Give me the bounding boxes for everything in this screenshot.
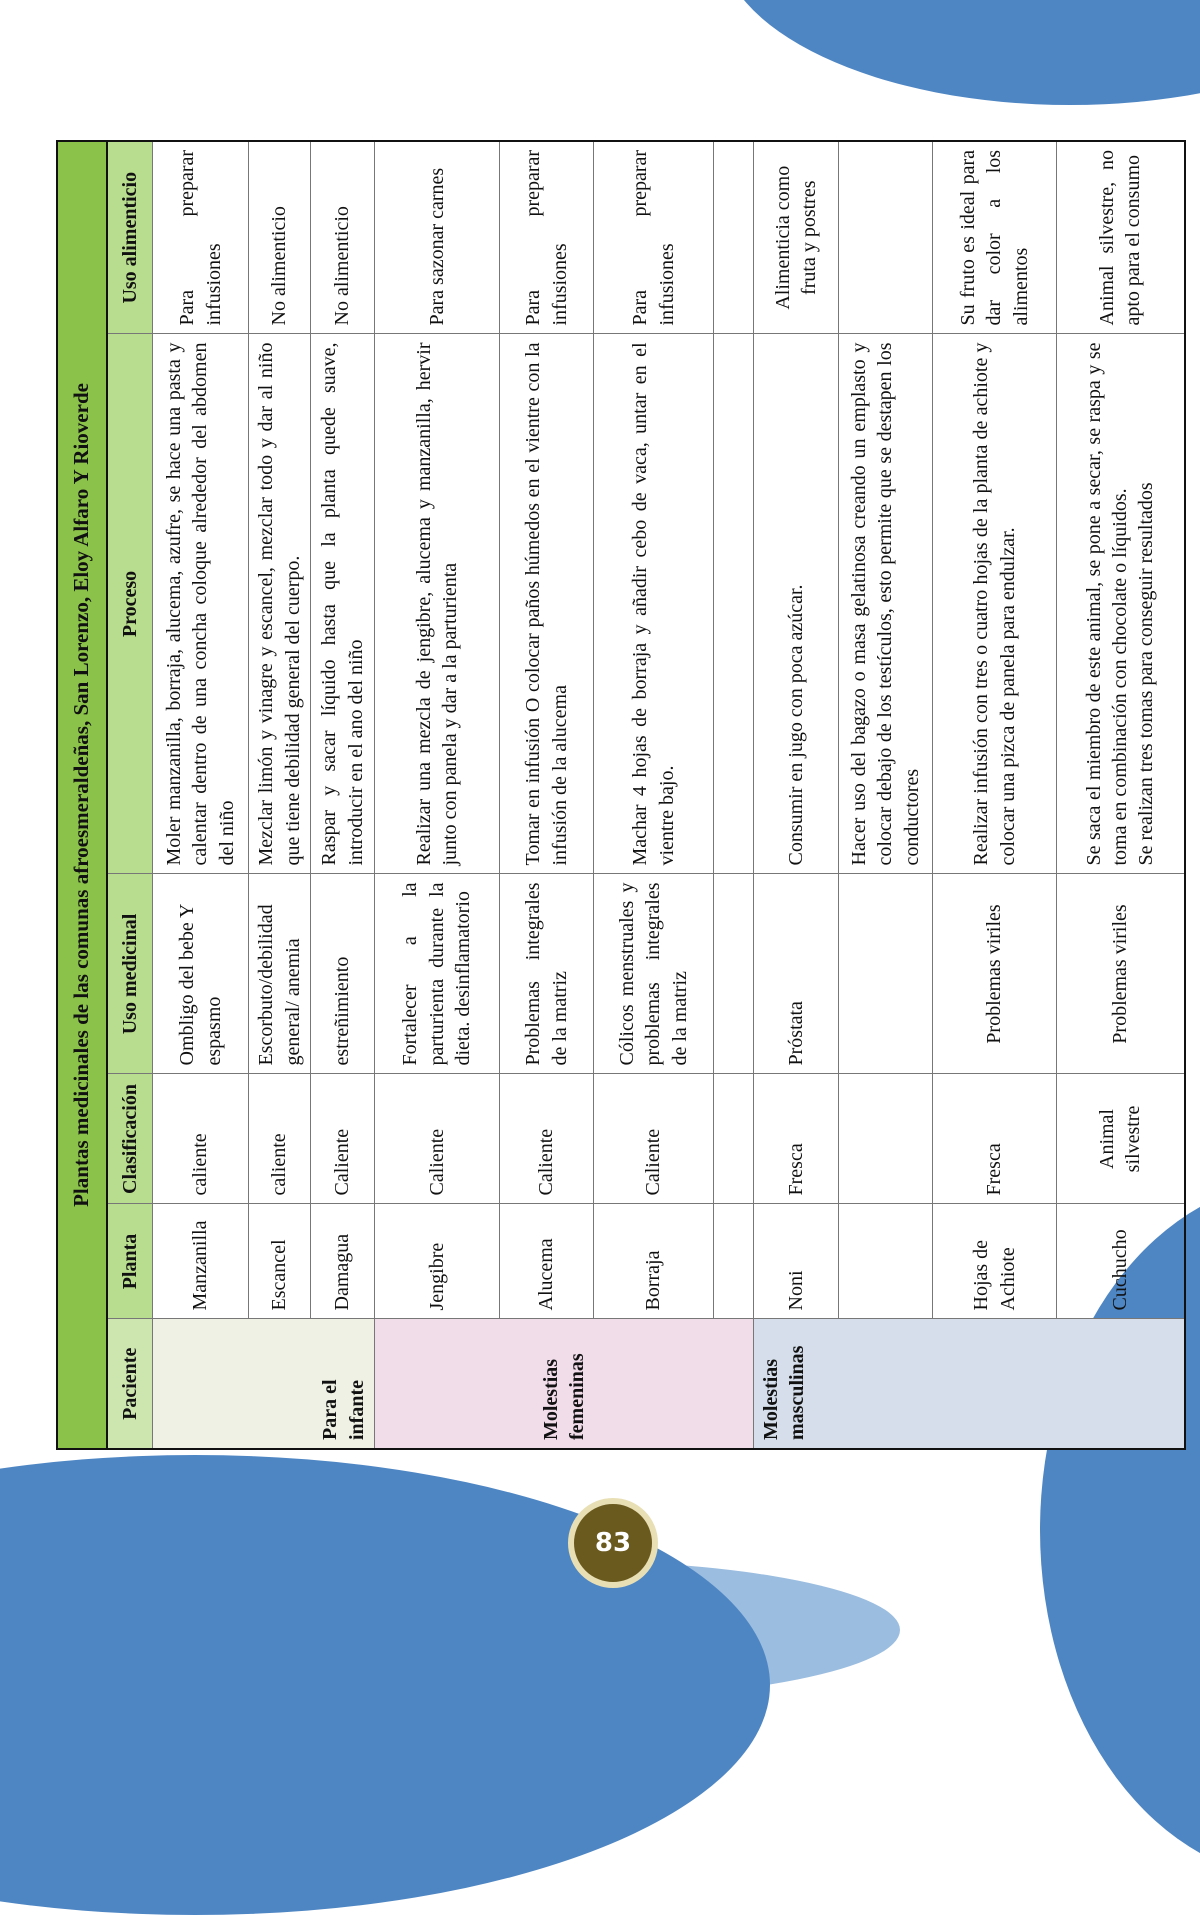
cell-proceso: Raspar y sacar líquido hasta que la planta quede suave, introducir en el ano del niño bbox=[311, 334, 375, 874]
header-planta: Planta bbox=[107, 1204, 153, 1319]
cell-uso-medicinal bbox=[839, 874, 933, 1074]
cell-clasificacion bbox=[714, 1074, 754, 1204]
cell-proceso: Realizar una mezcla de jengibre, alucema y manzanilla, hervir junto con panela y dar a la parturienta bbox=[375, 334, 500, 874]
cell-uso-medicinal: estreñimiento bbox=[311, 874, 375, 1074]
cell-uso-alimenticio: No alimenticio bbox=[249, 141, 311, 334]
cell-clasificacion: caliente bbox=[153, 1074, 249, 1204]
cell-uso-alimenticio: Animal silvestre, no apto para el consumo bbox=[1057, 141, 1185, 334]
cell-planta: Manzanilla bbox=[153, 1204, 249, 1319]
cell-uso-alimenticio: Alimenticia como fruta y postres bbox=[754, 141, 839, 334]
cell-planta: Jengibre bbox=[375, 1204, 500, 1319]
table-row bbox=[1057, 141, 1185, 1449]
cell-planta: Cuchucho bbox=[1057, 1204, 1185, 1319]
cell-proceso: Realizar infusión con tres o cuatro hojas de la planta de achiote y colocar una pizca de panela para endulzar. bbox=[933, 334, 1057, 874]
cell-uso-medicinal: Problemas viriles bbox=[933, 874, 1057, 1074]
cell-planta bbox=[839, 1204, 933, 1319]
cell-clasificacion bbox=[839, 1074, 933, 1204]
cell-planta: Alucema bbox=[500, 1204, 594, 1319]
cell-uso-medicinal bbox=[714, 874, 754, 1074]
cell-clasificacion: Caliente bbox=[500, 1074, 594, 1204]
header-clasificacion: Clasificación bbox=[107, 1074, 153, 1204]
table-row bbox=[594, 141, 714, 1449]
cell-clasificacion: Caliente bbox=[375, 1074, 500, 1204]
cell-uso-alimenticio: No alimenticio bbox=[311, 141, 375, 334]
cell-uso-alimenticio: Para sazonar carnes bbox=[375, 141, 500, 334]
cell-proceso: Moler manzanilla, borraja, alucema, azufre, se hace una pasta y calentar dentro de una concha coloque alrededor del abdomen del niño bbox=[153, 334, 249, 874]
cell-uso-medicinal: Problemas viriles bbox=[1057, 874, 1185, 1074]
header-proceso: Proceso bbox=[107, 334, 153, 874]
table-row bbox=[153, 141, 249, 1449]
cell-clasificacion: Fresca bbox=[933, 1074, 1057, 1204]
cell-proceso: Consumir en jugo con poca azúcar. bbox=[754, 334, 839, 874]
cell-uso-alimenticio: Para preparar infusiones bbox=[594, 141, 714, 334]
group-femeninas: Molestias femeninas bbox=[375, 1319, 754, 1449]
header-uso-medicinal: Uso medicinal bbox=[107, 874, 153, 1074]
cell-uso-alimenticio: Para preparar infusiones bbox=[153, 141, 249, 334]
cell-uso-medicinal: Cólicos menstruales y problemas integrales de la matriz bbox=[594, 874, 714, 1074]
medicinal-plants-table bbox=[56, 140, 1186, 1450]
header-uso-alimenticio: Uso alimenticio bbox=[107, 141, 153, 334]
cell-planta: Noni bbox=[754, 1204, 839, 1319]
cell-proceso bbox=[1057, 334, 1185, 874]
table-container bbox=[56, 142, 1174, 1450]
cell-uso-medicinal: Ombligo del bebe Y espasmo bbox=[153, 874, 249, 1074]
cell-clasificacion: Animal silvestre bbox=[1057, 1074, 1185, 1204]
table-row bbox=[714, 141, 754, 1449]
cell-planta: Escancel bbox=[249, 1204, 311, 1319]
table-row bbox=[375, 141, 500, 1449]
cell-proceso-extra: Se realizan tres tomas para conseguir resultados bbox=[1135, 482, 1158, 866]
cell-proceso: Mezclar limón y vinagre y escancel, mezclar todo y dar al niño que tiene debilidad general del cuerpo. bbox=[249, 334, 311, 874]
cell-planta: Borraja bbox=[594, 1204, 714, 1319]
cell-uso-medicinal: Problemas integrales de la matriz bbox=[500, 874, 594, 1074]
cell-planta: Hojas de Achiote bbox=[933, 1204, 1057, 1319]
table-title: Plantas medicinales de las comunas afroesmeraldeñas, San Lorenzo, Eloy Alfaro Y Rioverde bbox=[57, 141, 107, 1449]
group-masculinas: Molestias masculinas bbox=[754, 1319, 1185, 1449]
cell-clasificacion: Caliente bbox=[311, 1074, 375, 1204]
decor-blob-bottom-left bbox=[0, 1455, 770, 1915]
cell-uso-alimenticio: Su fruto es ideal para dar color a los alimentos bbox=[933, 141, 1057, 334]
table-row bbox=[311, 141, 375, 1449]
cell-clasificacion: caliente bbox=[249, 1074, 311, 1204]
table-row bbox=[249, 141, 311, 1449]
header-paciente: Paciente bbox=[107, 1319, 153, 1449]
rotated-table bbox=[56, 142, 1174, 1450]
cell-uso-medicinal: Fortalecer a la parturienta durante la dieta. desinflamatorio bbox=[375, 874, 500, 1074]
table-row bbox=[839, 141, 933, 1449]
cell-uso-alimenticio: Para preparar infusiones bbox=[500, 141, 594, 334]
cell-uso-medicinal: Escorbuto/debilidad general/ anemia bbox=[249, 874, 311, 1074]
table-row bbox=[933, 141, 1057, 1449]
page-number-badge: 83 bbox=[568, 1498, 658, 1588]
cell-clasificacion: Fresca bbox=[754, 1074, 839, 1204]
cell-uso-medicinal: Próstata bbox=[754, 874, 839, 1074]
cell-proceso-text: Se saca el miembro de este animal, se pone a secar, se raspa y se toma en combinación con chocolate o líquidos. bbox=[1082, 342, 1132, 866]
cell-clasificacion: Caliente bbox=[594, 1074, 714, 1204]
cell-proceso: Tomar en infusión O colocar paños húmedos en el vientre con la infusión de la alucema bbox=[500, 334, 594, 874]
table-row bbox=[500, 141, 594, 1449]
table-row bbox=[754, 141, 839, 1449]
cell-planta bbox=[714, 1204, 754, 1319]
group-infante: Para el infante bbox=[153, 1319, 375, 1449]
cell-proceso: Hacer uso del bagazo o masa gelatinosa creando un emplasto y colocar debajo de los testículos, esto permite que se destapen los conductores bbox=[839, 334, 933, 874]
cell-proceso: Machar 4 hojas de borraja y añadir cebo de vaca, untar en el vientre bajo. bbox=[594, 334, 714, 874]
cell-uso-alimenticio bbox=[714, 141, 754, 334]
cell-uso-alimenticio bbox=[839, 141, 933, 334]
decor-blob-top bbox=[720, 0, 1200, 105]
cell-proceso bbox=[714, 334, 754, 874]
cell-planta: Damagua bbox=[311, 1204, 375, 1319]
